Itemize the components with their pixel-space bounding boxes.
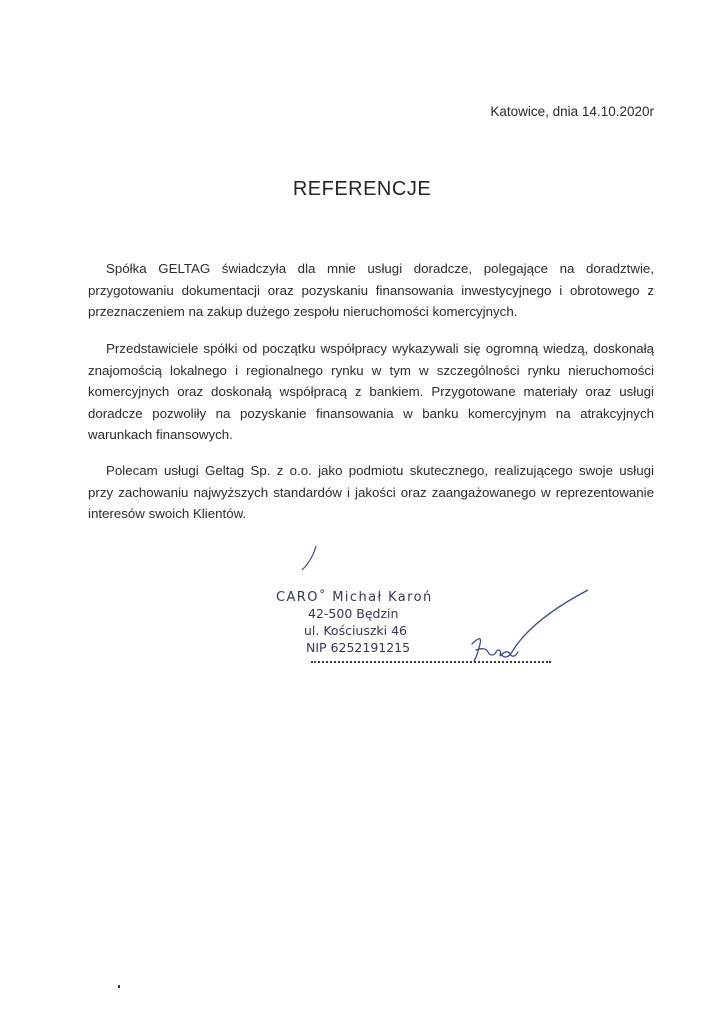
paragraph-2 [88, 338, 654, 446]
stamp-street: ul. Kościuszki 46 [304, 623, 408, 638]
paragraph-3-text: Polecam usługi Geltag Sp. z o.o. jako podmiotu skutecznego, realizującego swoje usługi przy zachowaniu najwyższych standardów i jakości oraz zaangażowanego w reprezentowanie interesów swoich Klientów. [88, 463, 654, 521]
company-stamp [268, 590, 458, 656]
stamp-company-name: CARO˚ Michał Karoń [276, 590, 433, 605]
stamp-nip: NIP 6252191215 [306, 640, 411, 655]
paragraph-3 [88, 460, 654, 525]
letter-title: REFERENCJE [292, 178, 432, 200]
paragraph-2-text: Przedstawiciele spółki od początku współpracy wykazywali się ogromną wiedzą, doskonałą znajomością lokalnego i regionalnego rynku w tym w szczególności rynku nieruchomości komercyjnych oraz doskonałą współpracą z bankiem. Przygotowane materiały oraz usługi doradcze pozwoliły na pozyskanie finansowania w banku komercyjnym na atrakcyjnych warunkach finansowych. [88, 341, 654, 442]
letter-date: Katowice, dnia 14.10.2020r [490, 104, 654, 119]
paragraph-1 [88, 258, 654, 323]
stamp-city: 42-500 Będzin [308, 606, 399, 621]
scan-speck [118, 985, 120, 988]
paragraph-1-text: Spółka GELTAG świadczyła dla mnie usługi doradcze, polegające na doradztwie, przygotowaniu dokumentacji oraz pozyskaniu finansowania inwestycyjnego i obrotowego z przeznaczeniem na zakup dużego zespołu nieruchomości komercyjnych. [88, 261, 654, 319]
signature-line [311, 661, 551, 663]
